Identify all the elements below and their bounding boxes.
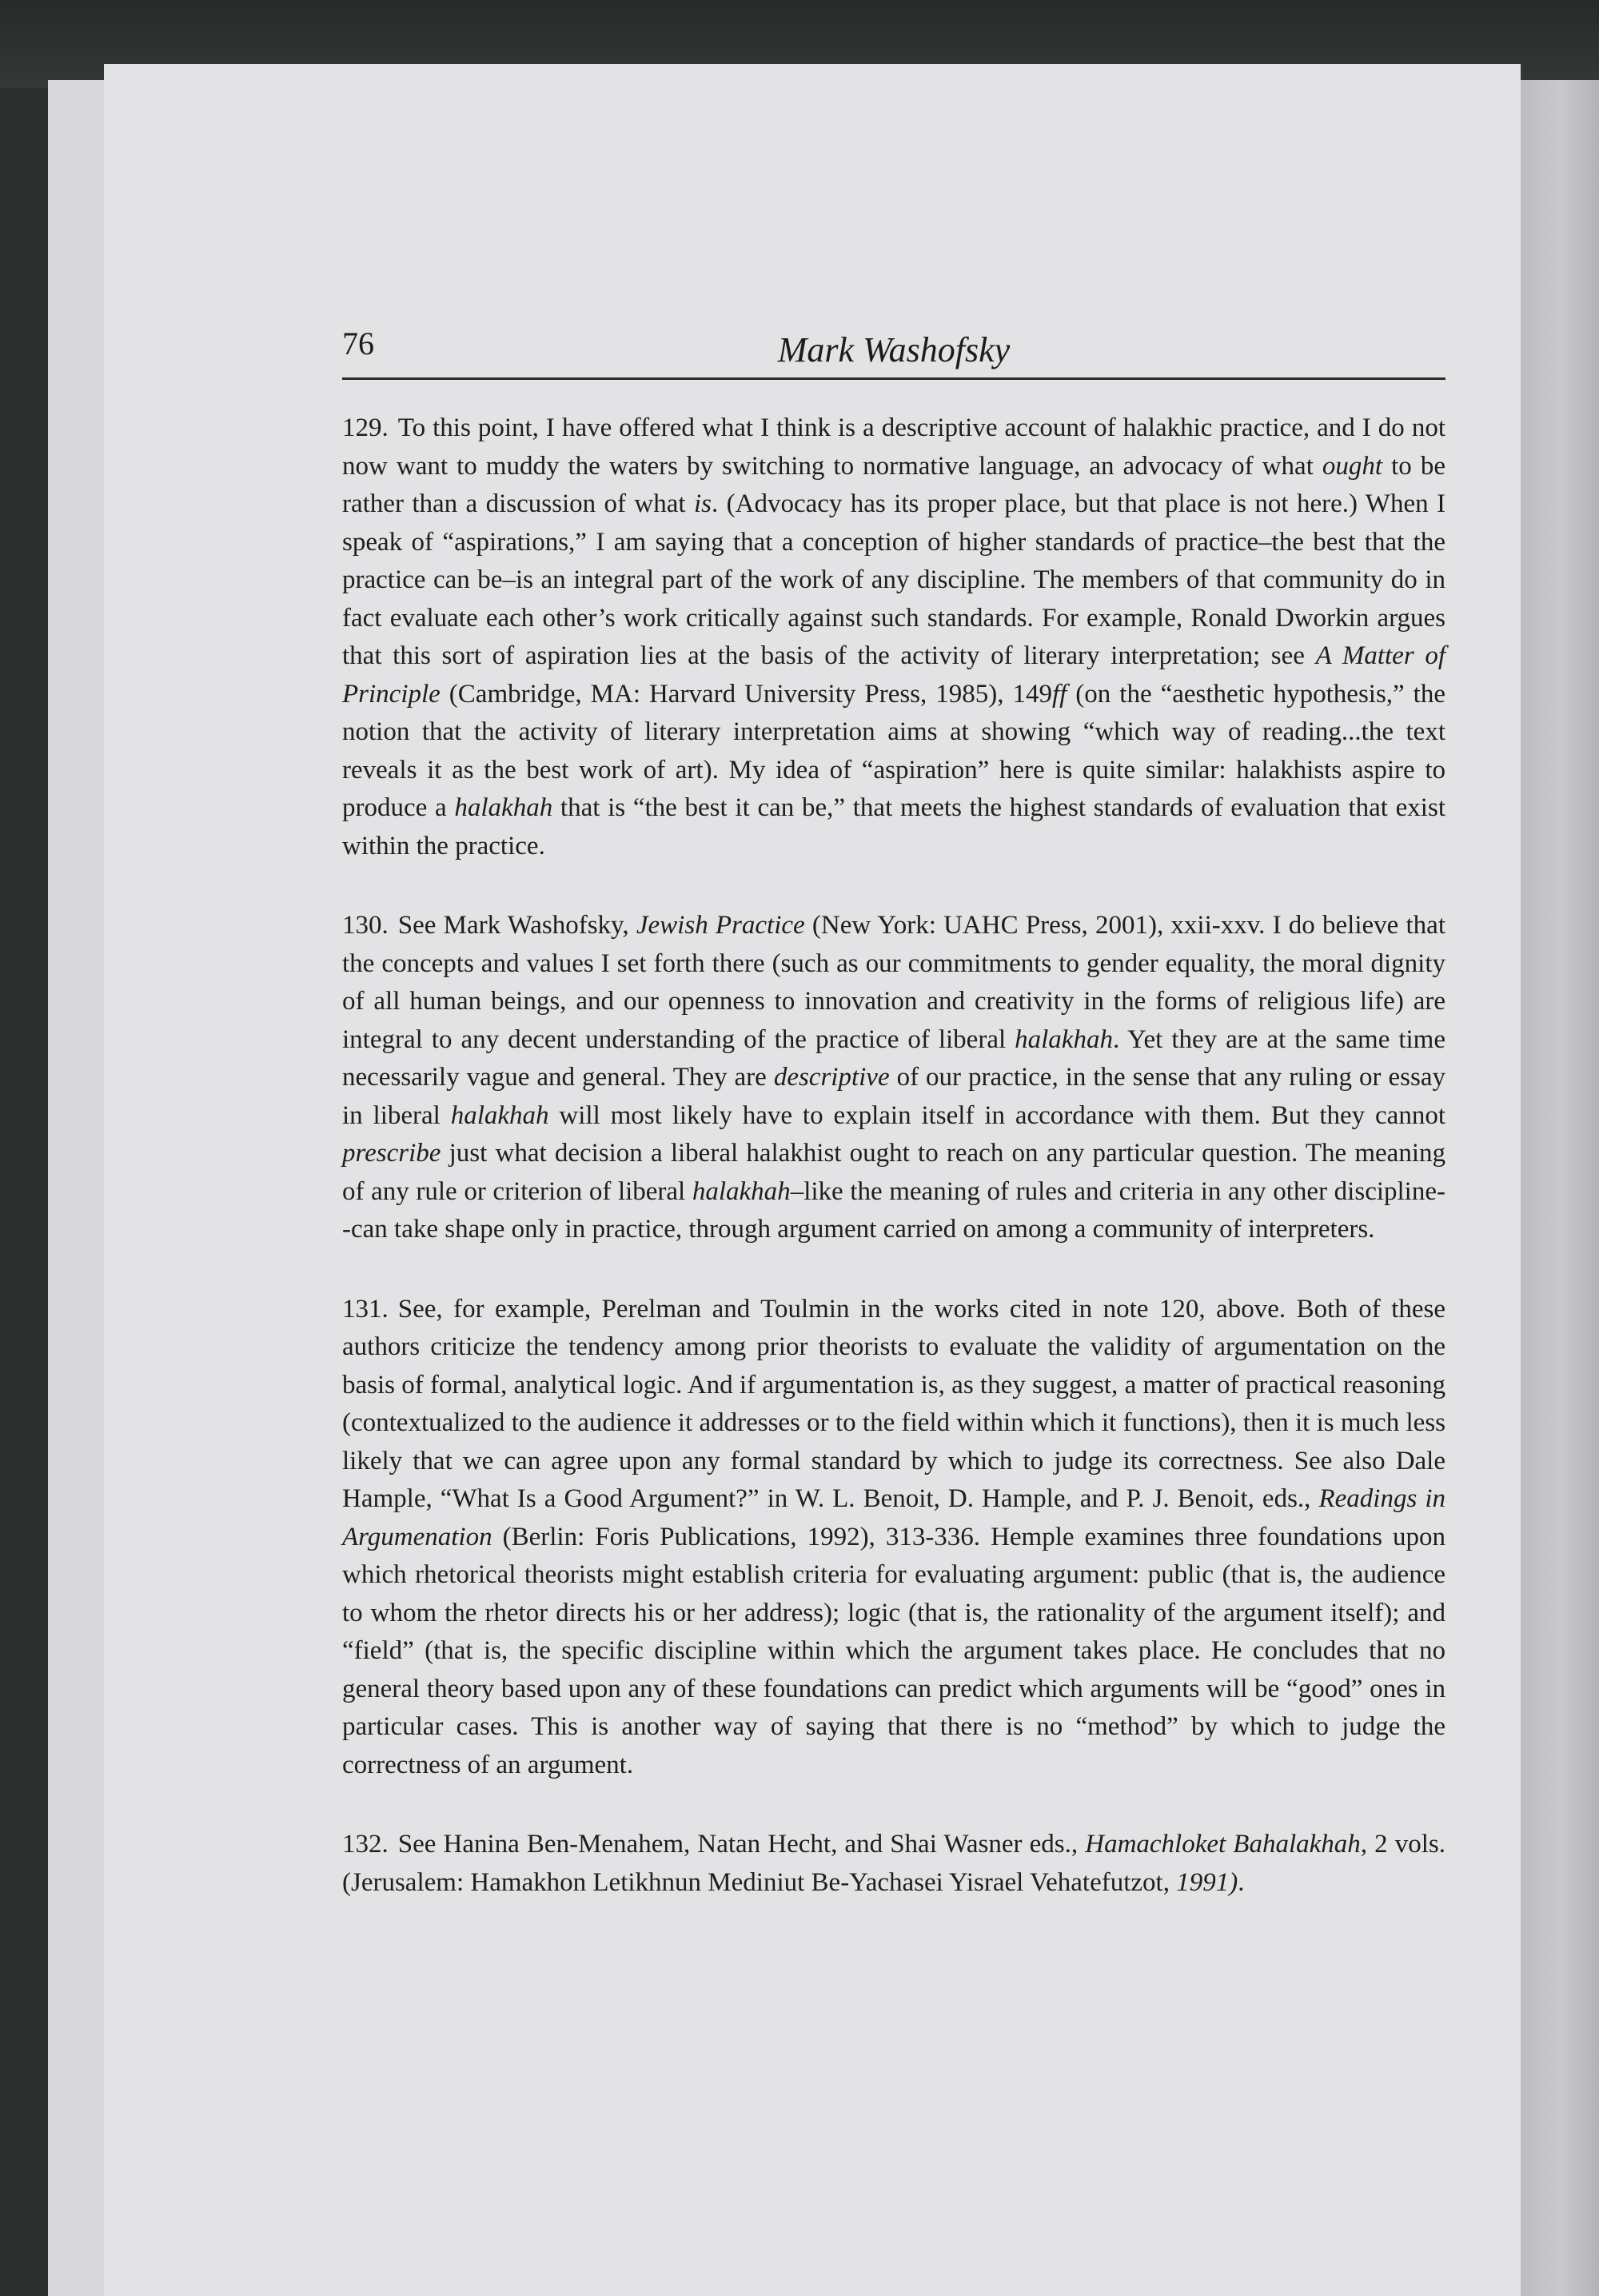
italic-text: ought	[1322, 451, 1383, 481]
note-text: (on the “aesthetic hypothesis,” the notion that the activity of literary interpretation aims at showing “which way of reading...the text reveals it as the best work of art). My idea of “aspiration” here is quite similar: halakhists aspire to produce a	[342, 679, 1445, 822]
note-text: (Cambridge, MA: Harvard University Press, 1985), 149	[440, 679, 1052, 709]
endnotes	[342, 409, 1445, 1943]
italic-text: descriptive	[773, 1063, 890, 1092]
note-text: See Hanina Ben-Menahem, Natan Hecht, and Shai Wasner eds.,	[397, 1830, 1086, 1859]
note-text: To this point, I have offered what I think is a descriptive account of halakhic practice, and I do not now want to muddy the waters by switching to normative language, an advocacy of what	[342, 413, 1445, 481]
note-text: (New York: UAHC Press, 2001), xxii-xxv. I do believe that the concepts and values I set forth there (such as our commitments to gender equality, the moral dignity of all human beings, and our openness to innovation and creativity in the forms of religious life) are integral to any decent understanding of the practice of liberal	[342, 911, 1445, 1054]
italic-text: halakhah	[1015, 1024, 1113, 1054]
italic-text: Hamachloket Bahalakhah	[1085, 1830, 1361, 1859]
endnote-number: 132.	[342, 1830, 389, 1859]
endnote	[342, 907, 1445, 1249]
endnote-number: 129.	[342, 413, 389, 442]
page-header	[342, 320, 1445, 380]
italic-text: halakhah	[692, 1176, 791, 1206]
note-text: will most likely have to explain itself in accordance with them. But they cannot	[548, 1100, 1445, 1130]
italic-text: prescribe	[342, 1139, 441, 1168]
italic-text: A Matter of Principle	[342, 641, 1445, 709]
note-text: . Yet they are at the same time necessarily vague and general. They are	[342, 1024, 1445, 1092]
endnote	[342, 409, 1445, 865]
running-head: Mark Washofsky	[777, 330, 1011, 369]
note-text: to be rather than a discussion of what	[342, 451, 1445, 518]
endnote	[342, 1291, 1445, 1785]
italic-text: ff	[1051, 679, 1067, 709]
italic-text: 1991)	[1176, 1867, 1238, 1897]
endnote	[342, 1826, 1445, 1902]
facing-page-edge	[1521, 80, 1599, 2296]
note-text: (Berlin: Foris Publications, 1992), 313-336. Hemple examines three foundations upon which rhetorical theorists might establish criteria for evaluating argument: public (that is, the audience to whom the rhetor directs his or her address); logic (that is, the rationality of the argument itself); and “field” (that is, the specific discipline within which the argument takes place. He concludes that no general theory based upon any of these foundations can predict which arguments will be “good” ones in particular cases. This is another way of saying that there is no “method” by which to judge the correctness of an argument.	[342, 1522, 1445, 1779]
italic-text: is	[693, 489, 712, 518]
note-text: .	[1238, 1867, 1245, 1897]
italic-text: halakhah	[450, 1100, 549, 1130]
note-text: See Mark Washofsky,	[397, 911, 636, 940]
note-text: of our practice, in the sense that any ruling or essay in liberal	[342, 1063, 1445, 1130]
endnote-number: 131.	[342, 1294, 389, 1324]
italic-text: Jewish Practice	[636, 911, 805, 940]
note-text: –like the meaning of rules and criteria in any other discipline--can take shape only in practice, through argument carried on among a community of interpreters.	[342, 1176, 1445, 1244]
endnote-number: 130.	[342, 911, 389, 940]
note-text: See, for example, Perelman and Toulmin in the works cited in note 120, above. Both of these authors criticize the tendency among prior theorists to evaluate the validity of argumentation on the basis of formal, analytical logic. And if argumentation is, as they suggest, a matter of practical reasoning (contextualized to the audience it addresses or to the field within which it functions), then it is much less likely that we can agree upon any formal standard by which to judge its correctness. See also Dale Hample, “What Is a Good Argument?” in W. L. Benoit, D. Hample, and P. J. Benoit, eds.,	[342, 1294, 1445, 1513]
italic-text: halakhah	[454, 793, 553, 822]
italic-text: Readings in Argumenation	[342, 1484, 1446, 1551]
note-text: , 2 vols. (Jerusalem: Hamakhon Letikhnun Mediniut Be-Yachasei Yisrael Vehatefutzot,	[342, 1830, 1446, 1897]
note-text: just what decision a liberal halakhist ought to reach on any particular question. The meaning of any rule or criterion of liberal	[342, 1139, 1445, 1206]
page-number: 76	[342, 325, 374, 361]
note-text: that is “the best it can be,” that meets the highest standards of evaluation that exist within the practice.	[342, 793, 1445, 861]
note-text: . (Advocacy has its proper place, but that place is not here.) When I speak of “aspirations,” I am saying that a conception of higher standards of practice–the best that the practice can be–is an integral part of the work of any discipline. The members of that community do in fact evaluate each other’s work critically against such standards. For example, Ronald Dworkin argues that this sort of aspiration lies at the basis of the activity of literary interpretation; see	[342, 489, 1445, 670]
